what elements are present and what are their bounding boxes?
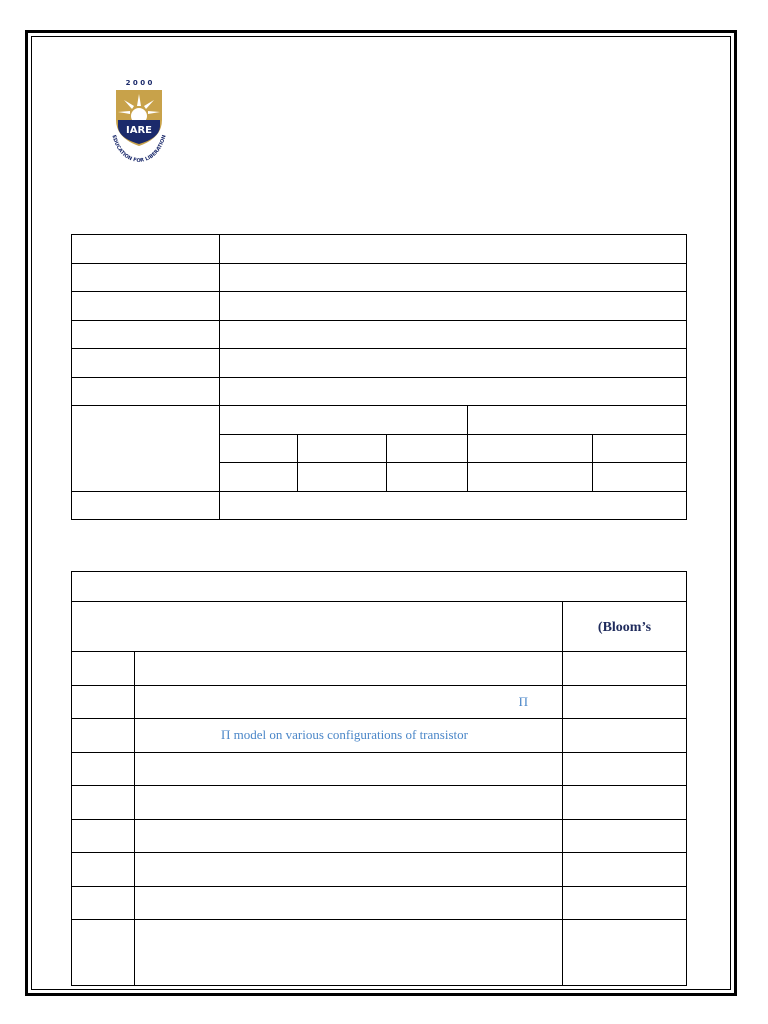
co-description-cell [135, 752, 563, 786]
label-cell [72, 349, 220, 378]
table-row [72, 491, 687, 520]
co-level-cell [563, 752, 687, 786]
value-cell [220, 235, 687, 264]
sub-cell [387, 434, 468, 463]
table-row [72, 685, 687, 719]
co-description-cell [135, 853, 563, 887]
header-cell [72, 602, 563, 652]
sub-cell [298, 434, 387, 463]
table-row [72, 292, 687, 321]
logo-name: IARE [126, 125, 152, 136]
co-description-cell [135, 819, 563, 853]
co-number-cell [72, 886, 135, 920]
co-level-cell [563, 786, 687, 820]
co-number-cell [72, 786, 135, 820]
logo-motto: EDUCATION FOR LIBERATION [110, 134, 168, 165]
label-cell [72, 320, 220, 349]
co-level-cell [563, 853, 687, 887]
sub-cell [387, 463, 468, 492]
co-number-cell [72, 920, 135, 986]
value-cell [220, 491, 687, 520]
co-level-cell [563, 685, 687, 719]
table-row [72, 235, 687, 264]
co-description-cell: Π [135, 685, 563, 719]
table-row [72, 652, 687, 686]
label-cell [72, 491, 220, 520]
label-cell [72, 377, 220, 406]
title-cell [72, 572, 687, 602]
value-cell [220, 349, 687, 378]
table-row [72, 786, 687, 820]
table-row [72, 320, 687, 349]
sub-cell [593, 434, 687, 463]
table-row [72, 920, 687, 986]
group-header-cell [220, 406, 468, 435]
co-number-cell [72, 652, 135, 686]
table-row [72, 349, 687, 378]
value-cell [220, 377, 687, 406]
co-level-cell [563, 819, 687, 853]
bloom-level-header: (Bloom’s [563, 602, 687, 652]
co-level-cell [563, 920, 687, 986]
table-row [72, 886, 687, 920]
sub-cell [220, 463, 298, 492]
iare-logo [104, 76, 174, 166]
sub-cell [468, 434, 593, 463]
co-number-cell [72, 752, 135, 786]
logo-year: 2 0 0 0 [125, 79, 153, 87]
co-number-cell [72, 685, 135, 719]
co-level-cell [563, 652, 687, 686]
table-row [72, 719, 687, 753]
co-number-cell [72, 819, 135, 853]
table-row [72, 752, 687, 786]
sub-cell [220, 434, 298, 463]
iare-emblem-icon [104, 76, 174, 166]
table-row [72, 819, 687, 853]
group-header-cell [468, 406, 687, 435]
table-row [72, 263, 687, 292]
sub-cell [593, 463, 687, 492]
course-info-table [71, 234, 687, 520]
table-row [72, 377, 687, 406]
co-level-cell [563, 886, 687, 920]
course-outcomes-table [71, 571, 687, 986]
table-title-row [72, 572, 687, 602]
table-row [72, 853, 687, 887]
co-number-cell [72, 853, 135, 887]
label-cell [72, 292, 220, 321]
co-description-cell [135, 886, 563, 920]
co-number-cell [72, 719, 135, 753]
co-level-cell [563, 719, 687, 753]
co-description-cell [135, 786, 563, 820]
co-description-cell [135, 652, 563, 686]
co-description-cell [135, 920, 563, 986]
table-row [72, 406, 687, 435]
label-cell [72, 235, 220, 264]
sub-cell [298, 463, 387, 492]
table-header-row [72, 602, 687, 652]
value-cell [220, 292, 687, 321]
co-description-cell: Π model on various configurations of transistor [135, 719, 563, 753]
sub-cell [468, 463, 593, 492]
label-cell [72, 263, 220, 292]
value-cell [220, 263, 687, 292]
label-cell [72, 406, 220, 492]
value-cell [220, 320, 687, 349]
